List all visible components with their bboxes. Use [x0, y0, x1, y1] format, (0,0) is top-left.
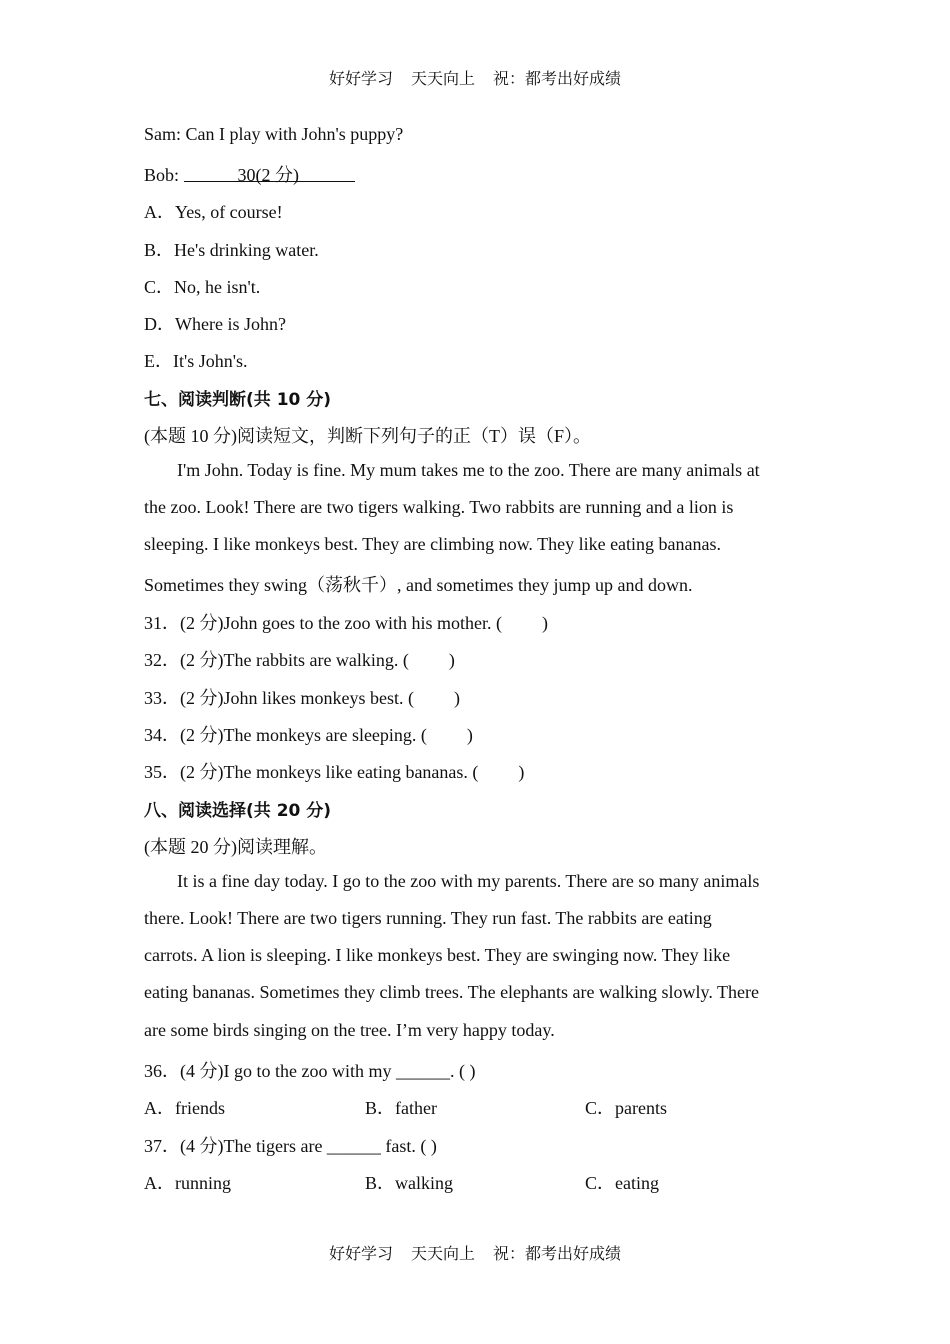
- question-36-option-a: A．friends: [144, 1098, 225, 1118]
- dialog-bob-line: [144, 161, 355, 186]
- footer-slogan-1: 好好学习: [328, 1246, 393, 1263]
- dialog-option-a: A．Yes, of course!: [144, 202, 283, 222]
- dialog-option-b: B．He's drinking water.: [144, 240, 319, 260]
- bob-answer-blank: [184, 161, 356, 185]
- question-37-option-a: A．running: [144, 1173, 231, 1193]
- question-36: 36．(4 分)I go to the zoo with my ______. ( ): [144, 1061, 476, 1081]
- section7-title: 七、阅读判断(共 10 分): [144, 390, 332, 410]
- section8-passage-line-4: eating bananas. Sometimes they climb trees. The elephants are walking slowly. There: [144, 982, 759, 1002]
- header-slogan-3: 祝：都考出好成绩: [493, 71, 622, 88]
- question-34: [144, 721, 473, 747]
- question-34-text: 34．(2 分)The monkeys are sleeping. (: [144, 725, 427, 745]
- section8-passage-line-2: there. Look! There are two tigers running. They run fast. The rabbits are eating: [144, 908, 712, 928]
- question-33-text: 33．(2 分)John likes monkeys best. (: [144, 688, 414, 708]
- section8-passage-line-5: are some birds singing on the tree. I’m very happy today.: [144, 1020, 555, 1040]
- question-36-option-b: B．father: [365, 1098, 437, 1118]
- question-32-close: ): [448, 650, 455, 670]
- section8-passage-line-1: It is a fine day today. I go to the zoo with my parents. There are so many animals: [177, 871, 760, 891]
- page-header: [0, 66, 950, 89]
- question-34-close: ): [466, 725, 473, 745]
- question-32-text: 32．(2 分)The rabbits are walking. (: [144, 650, 409, 670]
- section7-instruction: (本题 10 分)阅读短文，判断下列句子的正（T）误（F）。: [144, 426, 591, 446]
- question-37-option-b: B．walking: [365, 1173, 453, 1193]
- question-35-text: 35．(2 分)The monkeys like eating bananas. (: [144, 762, 479, 782]
- header-slogan-2: 天天向上: [410, 71, 475, 88]
- section8-instruction: (本题 20 分)阅读理解。: [144, 837, 327, 857]
- question-33: [144, 684, 460, 710]
- question-37: 37．(4 分)The tigers are ______ fast. ( ): [144, 1136, 437, 1156]
- question-31-text: 31．(2 分)John goes to the zoo with his mother. (: [144, 613, 502, 633]
- section7-passage-line-2: the zoo. Look! There are two tigers walking. Two rabbits are running and a lion is: [144, 497, 734, 517]
- question-31-close: ): [541, 613, 548, 633]
- section7-passage-line-3: sleeping. I like monkeys best. They are climbing now. They like eating bananas.: [144, 534, 722, 554]
- section7-passage-line-1: I'm John. Today is fine. My mum takes me to the zoo. There are many animals at: [177, 460, 760, 480]
- page-footer: [0, 1241, 950, 1264]
- header-slogan-1: 好好学习: [328, 71, 393, 88]
- footer-slogan-2: 天天向上: [410, 1246, 475, 1263]
- dialog-option-e: E．It's John's.: [144, 351, 248, 371]
- question-32: [144, 646, 455, 672]
- question-31: [144, 609, 548, 635]
- dialog-option-d: D．Where is John?: [144, 314, 286, 334]
- dialog-sam-line: Sam: Can I play with John's puppy?: [144, 124, 404, 144]
- question-35-close: ): [518, 762, 525, 782]
- question-35: [144, 758, 524, 784]
- footer-slogan-3: 祝：都考出好成绩: [493, 1246, 622, 1263]
- dialog-option-c: C．No, he isn't.: [144, 277, 261, 297]
- section7-passage-line-4: Sometimes they swing（荡秋千）, and sometimes they jump up and down.: [144, 575, 693, 595]
- question-37-option-c: C．eating: [585, 1173, 659, 1193]
- question-36-option-c: C．parents: [585, 1098, 667, 1118]
- section8-title: 八、阅读选择(共 20 分): [144, 801, 332, 821]
- section8-passage-line-3: carrots. A lion is sleeping. I like monkeys best. They are swinging now. They like: [144, 945, 731, 965]
- question-33-close: ): [453, 688, 460, 708]
- bob-label: Bob:: [144, 165, 184, 185]
- bob-blank-number: 30(2 分): [237, 165, 300, 185]
